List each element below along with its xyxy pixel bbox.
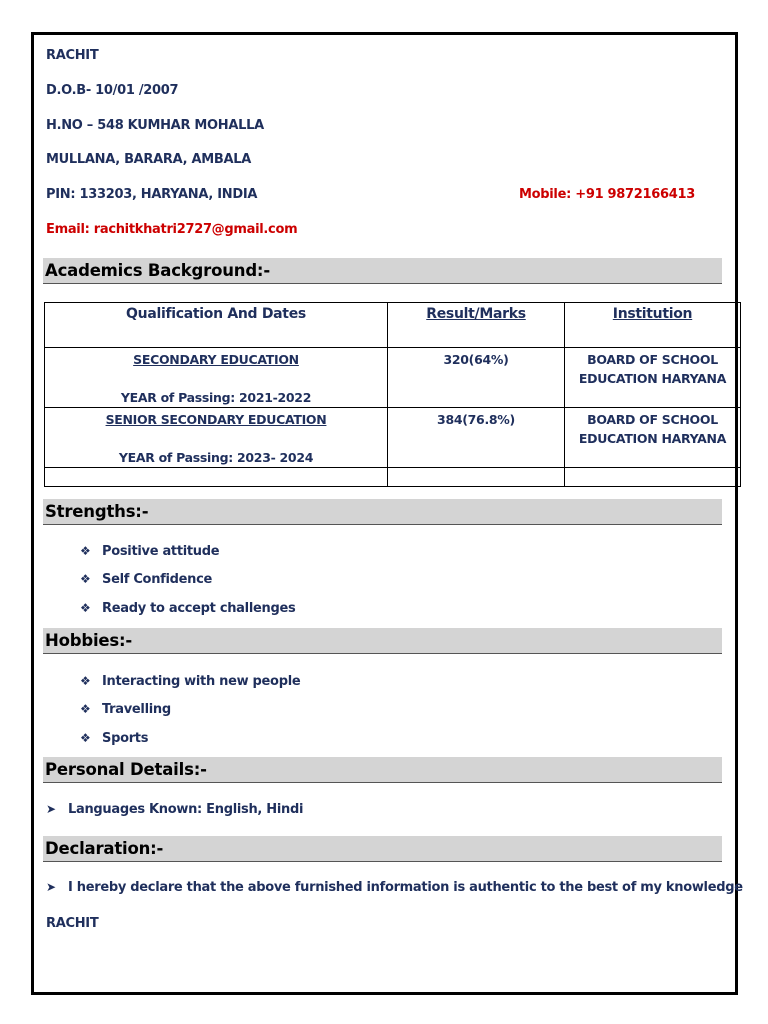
table-row-empty xyxy=(45,468,741,487)
section-title: Hobbies:- xyxy=(45,631,133,650)
academics-table xyxy=(44,302,741,487)
list-item: ❖ Sports xyxy=(80,731,149,746)
candidate-name: RACHIT xyxy=(46,48,99,63)
arrow-bullet-icon: ➤ xyxy=(46,802,56,816)
column-header: Result/Marks xyxy=(388,303,565,348)
address-line-2: MULLANA, BARARA, AMBALA xyxy=(46,152,251,167)
section-academics xyxy=(43,258,722,284)
section-strengths xyxy=(43,499,722,525)
diamond-bullet-icon: ❖ xyxy=(80,544,91,558)
pin-code: PIN: 133203, HARYANA, INDIA xyxy=(46,187,258,202)
diamond-bullet-icon: ❖ xyxy=(80,601,91,615)
signature-name: RACHIT xyxy=(46,916,99,931)
section-declaration xyxy=(43,836,722,862)
email-address: Email: rachitkhatri2727@gmail.com xyxy=(46,222,298,237)
section-title: Declaration:- xyxy=(45,839,164,858)
list-item: ❖ Positive attitude xyxy=(80,544,220,559)
passing-year: YEAR of Passing: 2023- 2024 xyxy=(118,450,314,465)
section-title: Personal Details:- xyxy=(45,760,207,779)
institution-line: EDUCATION HARYANA xyxy=(578,431,727,446)
diamond-bullet-icon: ❖ xyxy=(80,674,91,688)
diamond-bullet-icon: ❖ xyxy=(80,702,91,716)
list-item: ❖ Travelling xyxy=(80,702,171,717)
section-title: Strengths:- xyxy=(45,502,149,521)
institution-line: BOARD OF SCHOOL xyxy=(587,352,718,367)
institution-line: BOARD OF SCHOOL xyxy=(587,412,718,427)
table-row xyxy=(45,408,741,468)
address-line-1: H.NO – 548 KUMHAR MOHALLA xyxy=(46,118,264,133)
qualification-name: SECONDARY EDUCATION xyxy=(133,352,299,367)
result-value: 384(76.8%) xyxy=(437,412,515,427)
date-of-birth: D.O.B- 10/01 /2007 xyxy=(46,83,179,98)
column-header: Qualification And Dates xyxy=(45,303,388,348)
result-value: 320(64%) xyxy=(443,352,509,367)
section-personal-details xyxy=(43,757,722,783)
section-title: Academics Background:- xyxy=(45,261,270,280)
declaration-statement: ➤ I hereby declare that the above furnished information is authentic to the best of my knowledge xyxy=(46,880,743,895)
table-row xyxy=(45,348,741,408)
institution-line: EDUCATION HARYANA xyxy=(578,371,727,386)
list-item: ❖ Self Confidence xyxy=(80,572,213,587)
passing-year: YEAR of Passing: 2021-2022 xyxy=(120,390,312,405)
list-item: ➤ Languages Known: English, Hindi xyxy=(46,802,304,817)
diamond-bullet-icon: ❖ xyxy=(80,572,91,586)
diamond-bullet-icon: ❖ xyxy=(80,731,91,745)
list-item: ❖ Interacting with new people xyxy=(80,674,301,689)
table-header-row xyxy=(45,303,741,348)
list-item: ❖ Ready to accept challenges xyxy=(80,601,296,616)
section-hobbies xyxy=(43,628,722,654)
column-header: Institution xyxy=(565,303,741,348)
qualification-name: SENIOR SECONDARY EDUCATION xyxy=(105,412,327,427)
arrow-bullet-icon: ➤ xyxy=(46,880,56,894)
mobile-number: Mobile: +91 9872166413 xyxy=(519,187,695,202)
